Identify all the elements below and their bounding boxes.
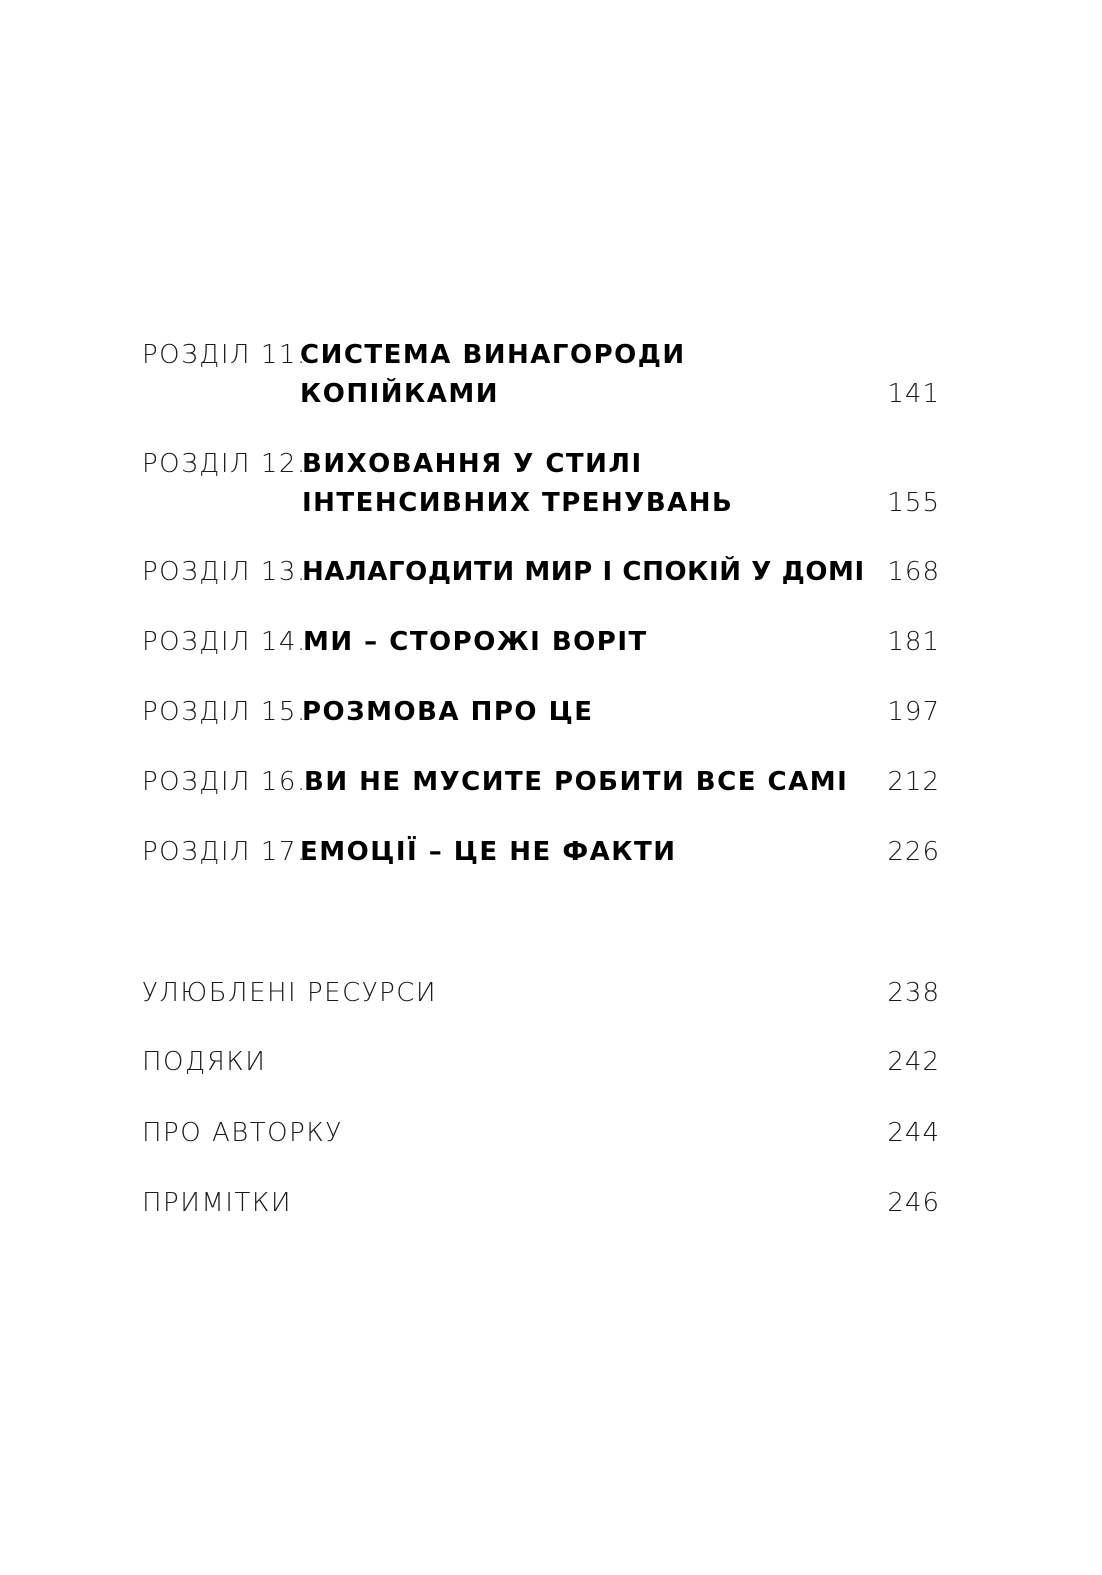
chapter-label: РОЗДІЛ 11. <box>142 340 307 370</box>
chapter-label: РОЗДІЛ 15. <box>142 697 307 727</box>
page-number: 242 <box>887 1047 940 1077</box>
chapter-title-line-2: КОПІЙКАМИ <box>300 379 500 409</box>
section-title: ПРО АВТОРКУ <box>142 1118 343 1148</box>
chapter-label: РОЗДІЛ 14. <box>142 627 307 657</box>
chapter-title-line-2: ІНТЕНСИВНИХ ТРЕНУВАНЬ <box>302 488 734 518</box>
page-number: 238 <box>887 978 940 1008</box>
page-number: 212 <box>887 767 940 797</box>
section-title: ПОДЯКИ <box>142 1047 267 1077</box>
page-number: 181 <box>887 627 940 657</box>
chapter-label: РОЗДІЛ 16. <box>142 767 307 797</box>
page-number: 244 <box>887 1118 940 1148</box>
section-title: ПРИМІТКИ <box>142 1188 292 1218</box>
chapter-label: РОЗДІЛ 12. <box>142 449 307 479</box>
page-number: 226 <box>887 837 940 867</box>
page-number: 246 <box>887 1188 940 1218</box>
table-of-contents <box>142 0 940 1575</box>
page-number: 155 <box>887 488 940 518</box>
page-number: 197 <box>887 697 940 727</box>
chapter-title: НАЛАГОДИТИ МИР І СПОКІЙ У ДОМІ <box>302 557 865 587</box>
page-number: 141 <box>887 379 940 409</box>
chapter-title: МИ – СТОРОЖІ ВОРІТ <box>303 627 648 657</box>
chapter-title-line-1: СИСТЕМА ВИНАГОРОДИ <box>300 340 686 370</box>
chapter-title: РОЗМОВА ПРО ЦЕ <box>302 697 594 727</box>
chapter-title: ВИ НЕ МУСИТЕ РОБИТИ ВСЕ САМІ <box>304 767 849 797</box>
page-number: 168 <box>887 557 940 587</box>
chapter-title: ЕМОЦІЇ – ЦЕ НЕ ФАКТИ <box>300 837 677 867</box>
chapter-label: РОЗДІЛ 17. <box>142 837 307 867</box>
chapter-label: РОЗДІЛ 13. <box>142 557 307 587</box>
section-title: УЛЮБЛЕНІ РЕСУРСИ <box>142 978 438 1008</box>
chapter-title-line-1: ВИХОВАННЯ У СТИЛІ <box>302 449 643 479</box>
